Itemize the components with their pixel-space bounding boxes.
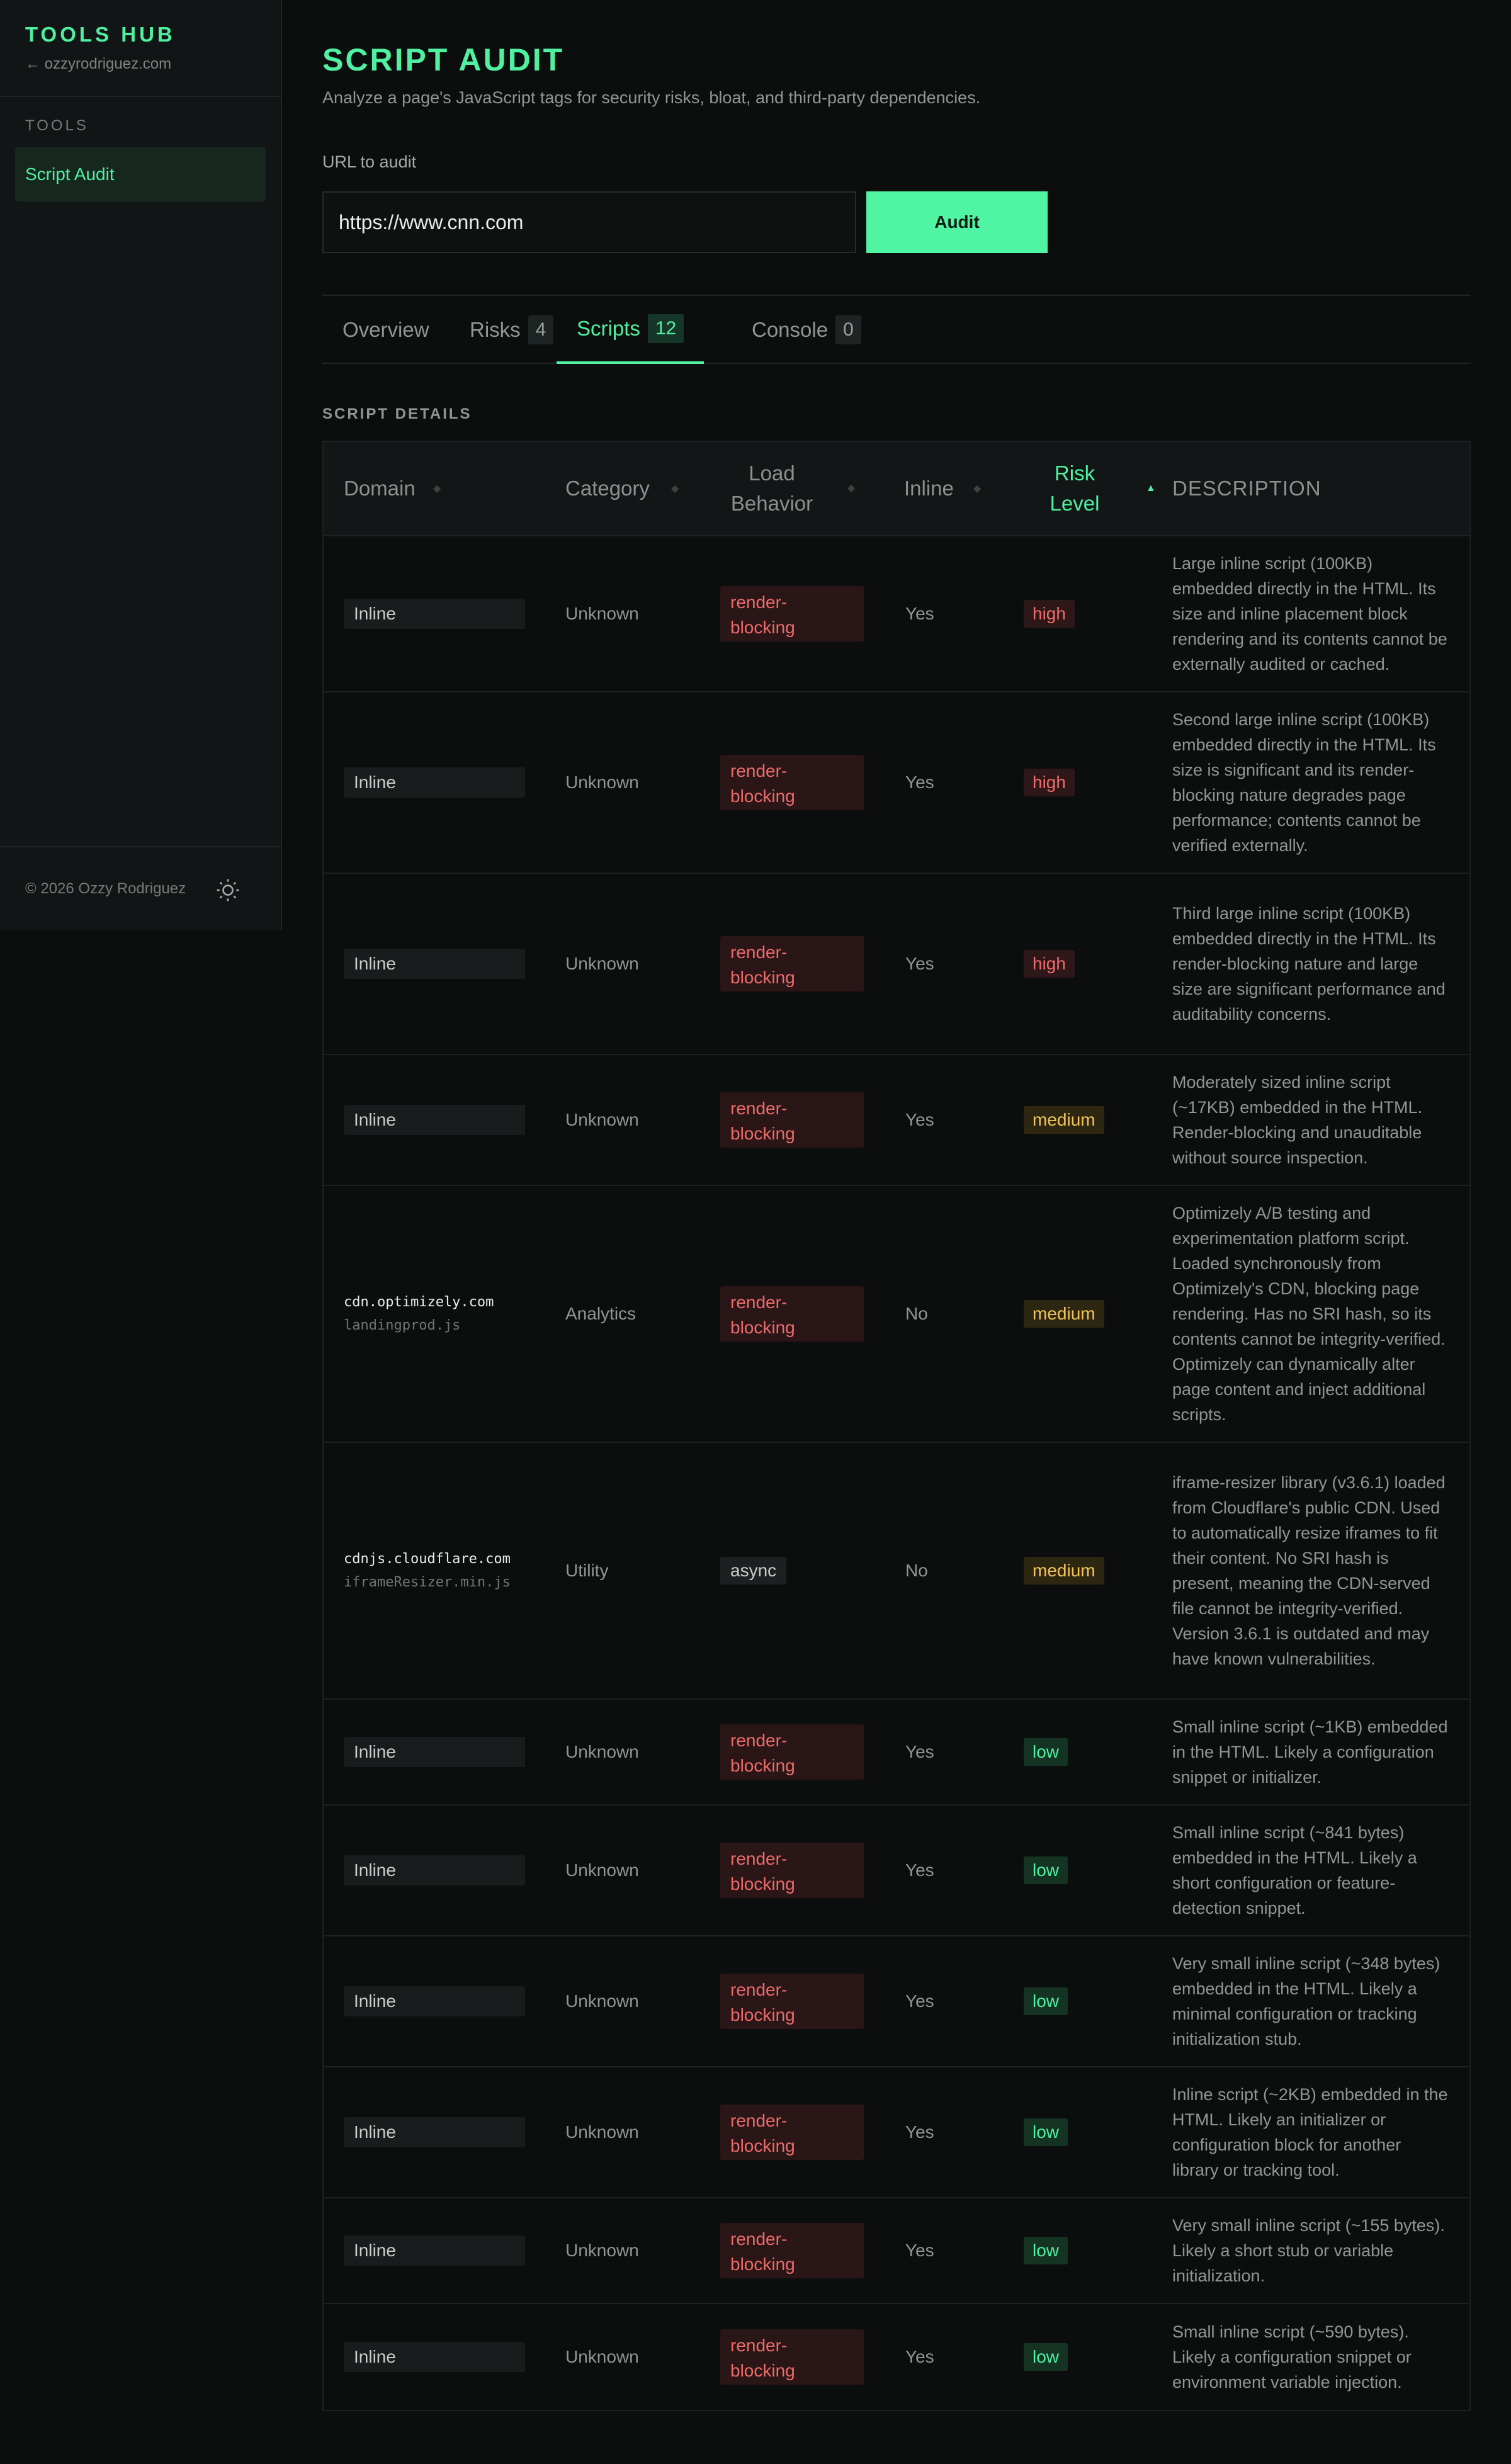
risk-badge: medium (1024, 1106, 1104, 1134)
load-behavior-line2: blocking (730, 2361, 795, 2380)
load-behavior-badge (720, 1092, 864, 1148)
domain-cell (344, 536, 525, 691)
table-row[interactable] (324, 1443, 1469, 1700)
description-text: Optimizely A/B testing and experimentation platform script. Loaded synchronously from Optimizely's CDN, blocking page rendering. Has no SRI hash, so its contents cannot be integrity-verified. Optimizely can dynamically alter page content and inject additional scripts. (1172, 1204, 1446, 1424)
inline-value: Yes (905, 954, 934, 973)
page-subtitle: Analyze a page's JavaScript tags for security risks, bloat, and third-party dependencies. (322, 88, 981, 107)
column-header-description (1172, 442, 1321, 535)
tab-console[interactable] (752, 296, 861, 364)
column-header-category[interactable] (565, 442, 679, 535)
inline-cell (905, 1936, 934, 2066)
table-row[interactable] (324, 1055, 1469, 1186)
tab-scripts[interactable] (557, 296, 704, 364)
domain-cell (344, 2067, 525, 2197)
table-row[interactable] (324, 1806, 1469, 1936)
load-behavior-line2: blocking (730, 968, 795, 987)
risk-cell (1024, 1443, 1104, 1698)
risk-cell (1024, 874, 1075, 1054)
load-behavior-badge (720, 1843, 864, 1898)
inline-cell (905, 2067, 934, 2197)
tab-count-badge: 12 (648, 314, 684, 343)
risk-badge: low (1024, 2118, 1068, 2146)
description-cell (1172, 1443, 1449, 1698)
table-body (324, 536, 1469, 2410)
load-behavior-line1: render- (730, 1731, 788, 1750)
column-header-risk-level[interactable] (1027, 442, 1156, 535)
category-value: Analytics (565, 1304, 637, 1323)
description-text: Moderately sized inline script (~17KB) embedded in the HTML. Render-blocking and unauditable without source inspection. (1172, 1073, 1422, 1167)
description-cell (1172, 1700, 1449, 1804)
load-behavior-line1: render- (730, 1849, 788, 1868)
column-header-inline[interactable] (904, 442, 982, 535)
risk-badge: low (1024, 1738, 1068, 1766)
load-behavior-line1: render- (730, 2229, 788, 2249)
domain-file: landingprod.js (344, 1318, 461, 1333)
column-header-label: Inline (904, 477, 954, 500)
domain-cell (344, 1443, 511, 1698)
category-cell (565, 1806, 639, 1935)
description-text: Small inline script (~590 bytes). Likely a configuration snippet or environment variable injection. (1172, 2322, 1412, 2392)
load-behavior-cell (720, 2304, 864, 2410)
category-cell (565, 692, 639, 873)
table-row[interactable] (324, 1936, 1469, 2067)
tab-label: Overview (342, 318, 429, 341)
load-behavior-line1: render- (730, 1099, 788, 1118)
inline-value: Yes (905, 1991, 934, 2011)
page-title: SCRIPT AUDIT (322, 42, 565, 77)
category-value: Unknown (565, 772, 639, 792)
category-value: Unknown (565, 2347, 639, 2366)
load-behavior-line1: render- (730, 1292, 788, 1312)
description-text: Small inline script (~1KB) embedded in the HTML. Likely a configuration snippet or initializer. (1172, 1717, 1448, 1787)
audit-button[interactable]: Audit (866, 191, 1048, 253)
category-value: Unknown (565, 1991, 639, 2011)
column-header-label: Category (565, 477, 650, 500)
risk-cell (1024, 1186, 1104, 1442)
risk-cell (1024, 1055, 1104, 1185)
load-behavior-badge (720, 586, 864, 641)
category-cell (565, 1700, 639, 1804)
inline-cell (905, 2198, 934, 2303)
inline-value: No (905, 1561, 928, 1580)
description-cell (1172, 1936, 1449, 2066)
brand-title: TOOLS HUB (25, 23, 176, 46)
risk-badge: medium (1024, 1300, 1104, 1328)
description-text: Inline script (~2KB) embedded in the HTML. Likely an initializer or configuration block for another library or tracking tool. (1172, 2085, 1448, 2179)
tab-label: Risks (470, 318, 521, 341)
inline-value: Yes (905, 2122, 934, 2142)
script-table (322, 441, 1471, 2411)
table-row[interactable] (324, 1700, 1469, 1806)
copyright-text: © 2026 Ozzy Rodriguez (25, 880, 186, 897)
tab-label: Scripts (577, 317, 640, 340)
sort-arrows-icon: ◆ (671, 483, 679, 494)
domain-cell (344, 1700, 525, 1804)
column-header-label: Domain (344, 477, 416, 500)
domain-host: cdnjs.cloudflare.com (344, 1551, 511, 1567)
description-cell (1172, 1806, 1449, 1935)
inline-cell (905, 692, 934, 873)
domain-cell (344, 1186, 494, 1442)
description-cell (1172, 2304, 1449, 2410)
description-text: Small inline script (~841 bytes) embedded in the HTML. Likely a short configuration or feature-detection snippet. (1172, 1823, 1417, 1918)
category-value: Unknown (565, 604, 639, 623)
load-behavior-cell (720, 1186, 864, 1442)
load-behavior-cell (720, 1700, 864, 1804)
load-behavior-line1: render- (730, 2111, 788, 2130)
table-row[interactable] (324, 2198, 1469, 2304)
load-behavior-line1: render- (730, 1980, 788, 1999)
table-row[interactable] (324, 2067, 1469, 2198)
risk-badge: high (1024, 769, 1075, 796)
category-cell (565, 1186, 636, 1442)
load-behavior-line2: blocking (730, 2136, 795, 2156)
inline-cell (905, 536, 934, 691)
load-behavior-line2: blocking (730, 1756, 795, 1775)
risk-cell (1024, 1806, 1068, 1935)
load-behavior-line1: render- (730, 761, 788, 781)
inline-cell (905, 1700, 934, 1804)
category-value: Unknown (565, 954, 639, 973)
inline-cell (905, 1186, 928, 1442)
inline-cell (905, 1806, 934, 1935)
domain-cell (344, 874, 525, 1054)
tab-count-badge: 4 (528, 315, 554, 344)
category-cell (565, 1055, 639, 1185)
sidebar-footer-divider (0, 846, 281, 847)
column-header-label-line1: Risk (1054, 461, 1095, 485)
column-header-label-line2: Level (1050, 492, 1100, 515)
load-behavior-badge (720, 936, 864, 992)
category-value: Unknown (565, 2241, 639, 2260)
inline-value: Yes (905, 604, 934, 623)
category-value: Unknown (565, 1110, 639, 1129)
load-behavior-line1: render- (730, 942, 788, 962)
load-behavior-cell (720, 692, 864, 873)
load-behavior-badge (720, 1724, 864, 1780)
inline-value: Yes (905, 1742, 934, 1761)
domain-cell (344, 1806, 525, 1935)
risk-cell (1024, 1700, 1068, 1804)
table-row[interactable] (324, 692, 1469, 874)
description-cell (1172, 692, 1449, 873)
tab-risks[interactable] (470, 296, 553, 364)
risk-cell (1024, 2304, 1068, 2410)
domain-cell-content (344, 1294, 494, 1333)
risk-badge: medium (1024, 1557, 1104, 1585)
load-behavior-line2: blocking (730, 1318, 795, 1337)
sort-arrows-icon: ◆ (847, 483, 856, 494)
load-behavior-badge (720, 2223, 864, 2278)
domain-cell-content (344, 1551, 511, 1590)
risk-badge: low (1024, 1987, 1068, 2015)
load-behavior-line1: render- (730, 2336, 788, 2355)
load-behavior-cell (720, 2067, 864, 2197)
load-behavior-badge (720, 1286, 864, 1342)
domain-chip: Inline (344, 1855, 525, 1885)
table-row[interactable] (324, 1186, 1469, 1443)
domain-chip: Inline (344, 2117, 525, 2147)
column-header-load-behavior[interactable] (709, 442, 856, 535)
url-label: URL to audit (322, 152, 417, 171)
sort-arrows-icon: ◆ (973, 483, 982, 494)
risk-cell (1024, 2067, 1068, 2197)
domain-chip: Inline (344, 1986, 525, 2016)
description-text: Large inline script (100KB) embedded directly in the HTML. Its size and inline placement block rendering and its contents cannot be externally audited or cached. (1172, 554, 1447, 674)
category-cell (565, 2304, 639, 2410)
category-value: Utility (565, 1561, 609, 1580)
load-behavior-badge (720, 1974, 864, 2029)
description-cell (1172, 1055, 1449, 1185)
risk-badge: low (1024, 2237, 1068, 2264)
description-text: Third large inline script (100KB) embedded directly in the HTML. Its render-blocking nature and large size are significant performance and auditability concerns. (1172, 904, 1446, 1024)
risk-badge: high (1024, 600, 1075, 628)
category-cell (565, 874, 639, 1054)
inline-cell (905, 1443, 928, 1698)
description-cell (1172, 536, 1449, 691)
load-behavior-line2: blocking (730, 1124, 795, 1143)
category-cell (565, 2198, 639, 2303)
description-cell (1172, 1186, 1449, 1442)
sidebar-item-script-audit[interactable]: Script Audit (15, 147, 266, 201)
description-cell (1172, 2198, 1449, 2303)
load-behavior-cell (720, 2198, 864, 2303)
category-cell (565, 1443, 608, 1698)
description-text: Very small inline script (~155 bytes). Likely a short stub or variable initialization. (1172, 2216, 1445, 2285)
url-input[interactable] (322, 191, 856, 253)
inline-value: Yes (905, 2241, 934, 2260)
sort-arrows-icon: ◆ (433, 483, 441, 494)
inline-cell (905, 874, 934, 1054)
inline-cell (905, 2304, 934, 2410)
domain-chip: Inline (344, 1737, 525, 1767)
inline-cell (905, 1055, 934, 1185)
inline-value: Yes (905, 772, 934, 792)
tab-overview[interactable] (342, 296, 429, 364)
load-behavior-badge (720, 2329, 864, 2385)
table-row[interactable] (324, 874, 1469, 1055)
column-header-domain[interactable] (344, 442, 441, 535)
load-behavior-badge (720, 755, 864, 810)
load-behavior-cell (720, 1936, 864, 2066)
sidebar-divider (0, 96, 281, 97)
domain-cell (344, 2304, 525, 2410)
category-value: Unknown (565, 1742, 639, 1761)
category-value: Unknown (565, 2122, 639, 2142)
risk-badge: low (1024, 2343, 1068, 2371)
domain-cell (344, 692, 525, 873)
domain-cell (344, 1936, 525, 2066)
tab-count-badge: 0 (835, 315, 861, 344)
sort-ascending-icon: ▲ (1146, 483, 1156, 494)
domain-chip: Inline (344, 949, 525, 979)
risk-cell (1024, 1936, 1068, 2066)
domain-chip: Inline (344, 2342, 525, 2372)
column-header-label-line1: Load (749, 461, 795, 485)
section-label: SCRIPT DETAILS (322, 405, 472, 422)
load-behavior-line2: blocking (730, 1874, 795, 1894)
load-behavior-cell (720, 874, 864, 1054)
sun-icon[interactable] (215, 878, 241, 903)
domain-cell (344, 2198, 525, 2303)
back-link[interactable]: ← ozzyrodriguez.com (25, 55, 172, 72)
inline-value: Yes (905, 1860, 934, 1880)
load-behavior-line2: blocking (730, 618, 795, 637)
category-cell (565, 1936, 639, 2066)
description-cell (1172, 2067, 1449, 2197)
description-text: Very small inline script (~348 bytes) embedded in the HTML. Likely a minimal configuration or tracking initialization stub. (1172, 1954, 1440, 2049)
load-behavior-line2: blocking (730, 786, 795, 806)
column-header-label-line2: Behavior (730, 492, 813, 515)
table-row[interactable] (324, 2304, 1469, 2410)
table-header (324, 442, 1469, 536)
domain-cell (344, 1055, 525, 1185)
domain-file: iframeResizer.min.js (344, 1574, 511, 1590)
sidebar-section-label: TOOLS (25, 117, 89, 134)
load-behavior-cell (720, 1806, 864, 1935)
inline-value: No (905, 1304, 928, 1323)
inline-value: Yes (905, 2347, 934, 2366)
description-cell (1172, 874, 1449, 1054)
tab-label: Console (752, 318, 829, 341)
category-value: Unknown (565, 1860, 639, 1880)
category-cell (565, 536, 639, 691)
sidebar (0, 0, 282, 930)
risk-badge: high (1024, 950, 1075, 978)
risk-cell (1024, 692, 1075, 873)
load-behavior-badge: async (720, 1557, 786, 1585)
risk-badge: low (1024, 1856, 1068, 1884)
load-behavior-cell (720, 1055, 864, 1185)
column-header-label: DESCRIPTION (1172, 477, 1321, 500)
load-behavior-line1: render- (730, 592, 788, 612)
table-row[interactable] (324, 536, 1469, 692)
load-behavior-line2: blocking (730, 2254, 795, 2274)
domain-chip: Inline (344, 1105, 525, 1135)
domain-chip: Inline (344, 2235, 525, 2266)
inline-value: Yes (905, 1110, 934, 1129)
risk-cell (1024, 2198, 1068, 2303)
load-behavior-cell (720, 1443, 786, 1698)
load-behavior-cell (720, 536, 864, 691)
category-cell (565, 2067, 639, 2197)
domain-host: cdn.optimizely.com (344, 1294, 494, 1310)
load-behavior-badge (720, 2105, 864, 2160)
domain-chip: Inline (344, 599, 525, 629)
load-behavior-line2: blocking (730, 2005, 795, 2025)
risk-cell (1024, 536, 1075, 691)
description-text: Second large inline script (100KB) embedded directly in the HTML. Its size is significant and its render-blocking nature degrades page performance; contents cannot be verified externally. (1172, 710, 1436, 855)
description-text: iframe-resizer library (v3.6.1) loaded from Cloudflare's public CDN. Used to automatically resize iframes to fit their content. No SRI hash is present, meaning the CDN-served file cannot be integrity-verified. Version 3.6.1 is outdated and may have known vulnerabilities. (1172, 1473, 1446, 1668)
tab-bar (322, 295, 1471, 364)
domain-chip: Inline (344, 767, 525, 798)
